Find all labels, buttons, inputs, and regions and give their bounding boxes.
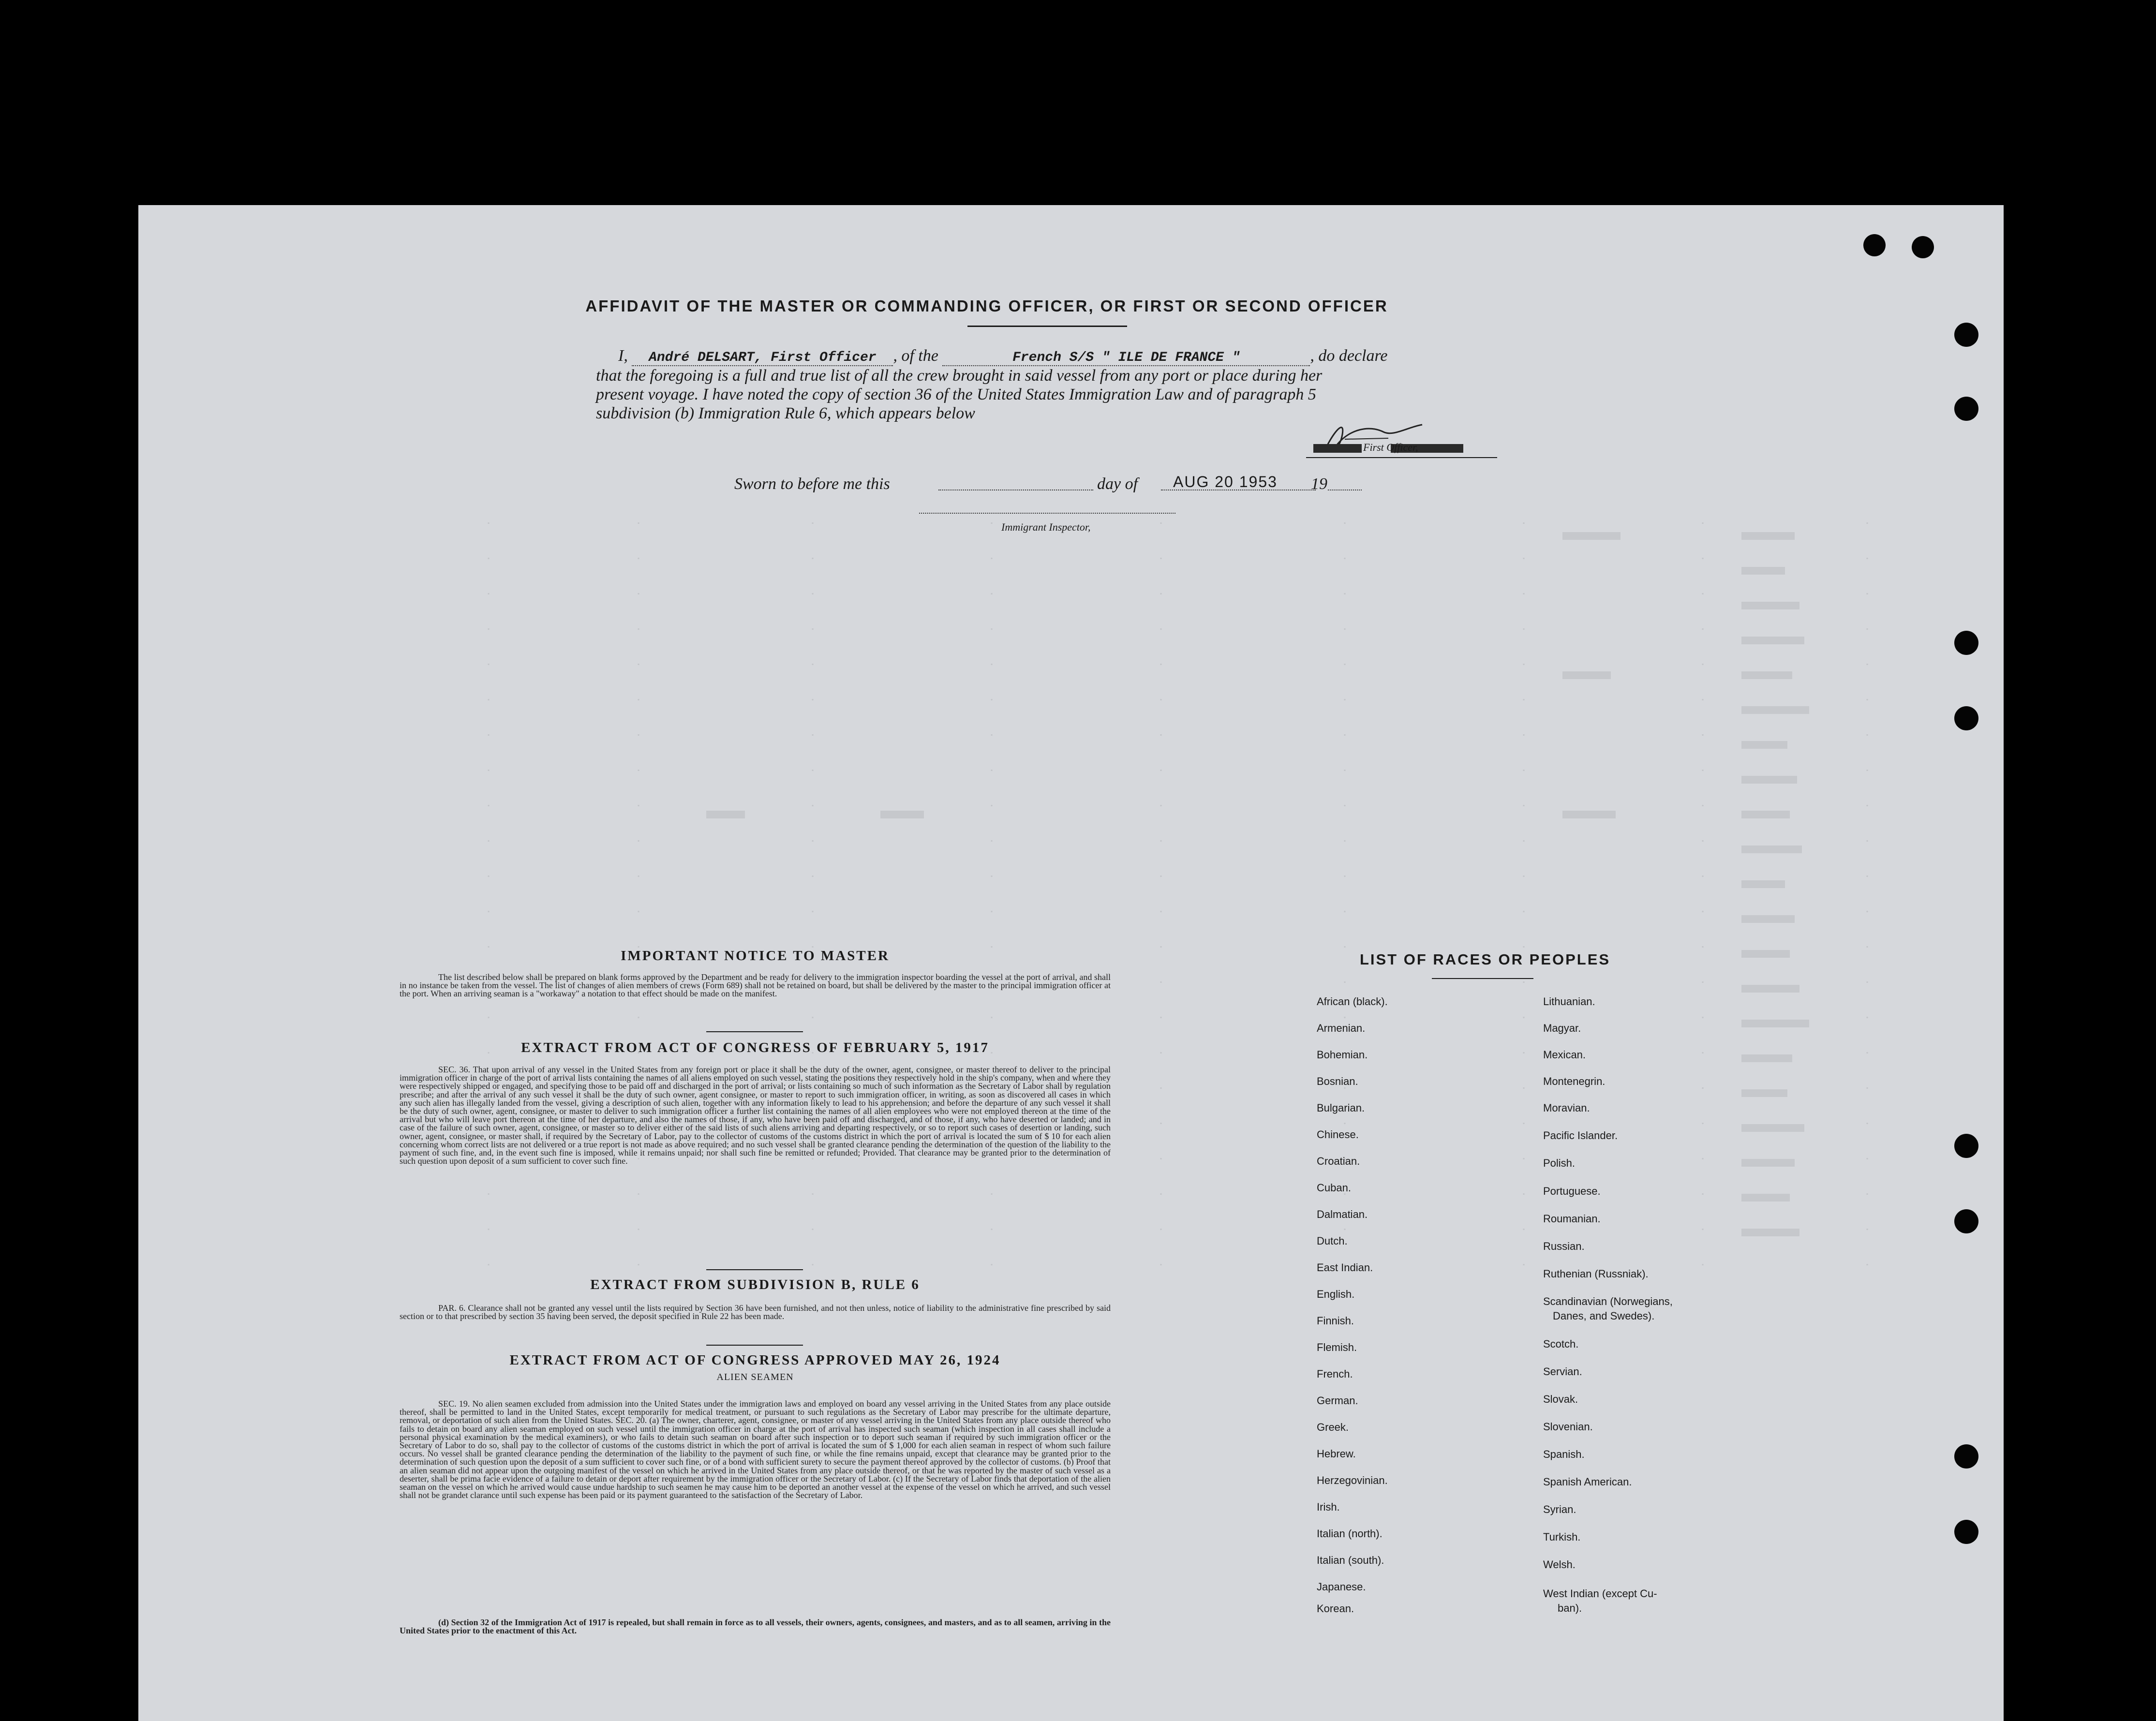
race-item: Chinese. <box>1317 1128 1359 1141</box>
race-item: Hebrew. <box>1317 1448 1356 1460</box>
race-item: Bosnian. <box>1317 1075 1358 1087</box>
race-item: Roumanian. <box>1543 1213 1601 1225</box>
race-item: Korean. <box>1317 1602 1354 1615</box>
races-rule <box>1432 978 1533 979</box>
rule-6-rule <box>706 1345 803 1346</box>
race-item: Slovenian. <box>1543 1421 1593 1433</box>
rule-6-heading: EXTRACT FROM SUBDIVISION B, RULE 6 <box>590 1277 920 1292</box>
race-item: Mexican. <box>1543 1049 1586 1061</box>
race-item: Pacific Islander. <box>1543 1129 1618 1142</box>
race-item: Slovak. <box>1543 1393 1578 1405</box>
race-item: Bulgarian. <box>1317 1102 1365 1114</box>
race-item: West Indian (except Cu- <box>1543 1587 1657 1600</box>
act-1924-final: (d) Section 32 of the Immigration Act of 1917 is repealed, but shall remain in force as to all vessels, their owners, agents, consignees, and masters, and as to all seamen, arriving in the United States prior to the enactment of this Act. <box>400 1617 1111 1636</box>
do-declare-text: , do declare <box>1310 347 1388 365</box>
punch-hole <box>1954 397 1978 421</box>
day-of-text: day of <box>1097 475 1138 493</box>
punch-hole <box>1954 631 1978 655</box>
signature-caption: First Officer, <box>1363 441 1418 453</box>
race-item: Danes, and Swedes). <box>1553 1310 1655 1322</box>
punch-hole <box>1954 1134 1978 1158</box>
race-item: Moravian. <box>1543 1102 1590 1114</box>
race-item: Portuguese. <box>1543 1185 1601 1197</box>
i-prefix: I, <box>618 347 628 365</box>
race-item: Herzegovinian. <box>1317 1474 1388 1486</box>
race-item: French. <box>1317 1368 1353 1380</box>
race-item: Scandinavian (Norwegians, <box>1543 1295 1673 1307</box>
punch-hole <box>1863 234 1886 256</box>
act-1917-rule <box>706 1269 803 1270</box>
punch-hole <box>1954 1444 1978 1469</box>
notice-rule <box>706 1031 803 1032</box>
act-1917-text: SEC. 36. That upon arrival of any vessel in the United States from any foreign port or place it shall be the duty of the owner, agent, consignee, or master thereof to deliver to the principal immigration officer in charge of the port of arrival lists containing the names of all aliens employed on such vessel, stating the positions they respectively hold in the ship's company, when and where they were respectively shipped or engaged, and specifying those to be paid off and discharged in the port of arrival; or lists containing so much of such information as the Secretary of Labor shall by regulation prescribe; and after the arrival of any such vessel it shall be the duty of such owner, agent consignee, or master to report to such immigration officer, in writing, as soon as discovered all cases in which any such alien has illegally landed from the vessel, giving a description of such alien, together with any information likely to lead to his apprehension; and before the departure of any such vessel it shall be the duty of such owner, agent, consignee, or master to deliver to such immigration officer a further list containing the names of all alien employees who were not employed thereon at the time of the arrival but who will leave port thereon at the time of her departure, and also the names of those, if any, who have been paid off and discharged, and of those, if any, who have deserted or landed; and in case of the failure of such owner, agent, consignee, or master so to deliver either of the said lists of such aliens arriving and departing respectively, or so to report such cases of desertion or landing, such owner, agent, consignee, or master shall, if required by the Secretary of Labor, pay to the collector of customs of the customs district in which the port of arrival is located the sum of $ 10 for each alien concerning whom correct lists are not delivered or a true report is not made as above required; and no such vessel shall be granted clearance pending the determination of the question of the liability to the payment of such fine, and, in the event such fine is imposed, while it remains unpaid; nor shall such fine be remitted or refunded; Provided. That clearance may be granted prior to the determination of such question upon deposit of a sum sufficient to cover such fine. <box>400 1065 1111 1166</box>
act-1924-heading: EXTRACT FROM ACT OF CONGRESS APPROVED MAY 26, 1924 <box>509 1352 1001 1368</box>
race-item: Syrian. <box>1543 1503 1576 1515</box>
race-item: Armenian. <box>1317 1022 1366 1034</box>
race-item: Japanese. <box>1317 1581 1366 1593</box>
race-item: Bohemian. <box>1317 1049 1368 1061</box>
act-1924-text: SEC. 19. No alien seamen excluded from admission into the United States under the immigration laws and employed on board any vessel arriving in the United States from any place outside thereof, shall be permitted to land in the United States, except temporarily for medical treatment, or pursuant to such regulations as the Secretary of Labor may prescribe for the ultimate departure, removal, or deportation of such alien from the United States. SEC. 20. (a) The owner, charterer, agent, consignee, or master of any vessel arriving in the United States from any place outside thereof who fails to detain on board any alien seaman employed on such vessel until the immigration officer in charge at the port of arrival has inspected such seaman (which inspection in all cases shall include a personal physical examination by the medical examiners), or who fails to detain such seaman on board after such inspection or to deport such seaman if required by such immigration officer or the Secretary of Labor to do so, shall pay to the collector of customs of the customs district in which the port of arrival is located the sum of $ 1,000 for each alien seaman in respect of whom such failure occurs. No vessel shall be granted clearance pending the determination of the liability to the payment of such fine, or while the fine remains unpaid, except that clearance may be granted prior to the determination of such question upon the deposit of a sum sufficient to cover such fine, or of a bond with sufficient surety to secure the payment thereof approved by the collector of customs. (b) Proof that an alien seaman did not appear upon the outgoing manifest of the vessel on which he arrived in the United States from any place outside thereof, or that he was reported by the master of such vessel as a deserter, shall be prima facie evidence of a failure to detain or deport after requirement by the immigration officer or the Secretary of Labor. (c) If the Secretary of Labor finds that deportation of the alien seaman on the vessel on which he arrived would cause undue hardship to such seamen he may cause him to be deported an another vessel at the expense of the vessel on which he arrived, and such vessel shall not be grandet clarance until such expense has been paid or its payment guaranteed to the satisfaction of the Secretary of Labor. <box>400 1399 1111 1500</box>
races-heading: LIST OF RACES OR PEOPLES <box>1359 951 1611 968</box>
punch-hole <box>1954 1209 1978 1233</box>
race-item: Magyar. <box>1543 1022 1581 1034</box>
race-item: Polish. <box>1543 1157 1576 1169</box>
punch-hole <box>1954 323 1978 347</box>
race-item: Irish. <box>1317 1501 1340 1513</box>
race-item: Greek. <box>1317 1421 1349 1433</box>
race-item: ban). <box>1558 1602 1582 1614</box>
declarant-name: André DELSART, First Officer <box>632 350 893 366</box>
year-prefix: 19 <box>1311 475 1327 493</box>
date-stamp: AUG 20 1953 <box>1173 473 1278 490</box>
race-item: Turkish. <box>1543 1531 1581 1543</box>
body-line-2: present voyage. I have noted the copy of section 36 of the United States Immigration Law and of paragraph 5 <box>596 386 1316 403</box>
race-item: German. <box>1317 1395 1358 1407</box>
race-item: Montenegrin. <box>1543 1075 1606 1087</box>
of-the-text: , of the <box>893 347 938 365</box>
act-1924-subheading: ALIEN SEAMEN <box>716 1372 794 1382</box>
race-item: Lithuanian. <box>1543 995 1595 1008</box>
race-item: Croatian. <box>1317 1155 1360 1167</box>
race-item: Welsh. <box>1543 1558 1576 1571</box>
race-item: Dalmatian. <box>1317 1208 1368 1220</box>
body-line-1: that the foregoing is a full and true list of all the crew brought in said vessel from any port or place during her <box>596 367 1323 385</box>
struck-out-text <box>1313 444 1362 453</box>
notice-text: The list described below shall be prepared on blank forms approved by the Department and be ready for delivery to the immigration inspector boarding the vessel at the port of arrival, and shall in no instance be taken from the vessel. The list of changes of alien members of crews (Form 689) shall not be retained on board, but shall be delivered by the master to the principal immigration officer at the port. When an arriving seaman is a "workaway" a notation to that effect should be made on the manifest. <box>400 972 1111 999</box>
punch-hole <box>1954 706 1978 730</box>
race-item: Italian (north). <box>1317 1528 1383 1540</box>
race-item: Servian. <box>1543 1365 1582 1378</box>
race-item: Dutch. <box>1317 1235 1348 1247</box>
race-item: Spanish American. <box>1543 1476 1632 1488</box>
inspector-caption: Immigrant Inspector, <box>1001 521 1091 533</box>
act-1917-heading: EXTRACT FROM ACT OF CONGRESS OF FEBRUARY 5, 1917 <box>521 1040 989 1055</box>
vessel-name: French S/S " ILE DE FRANCE " <box>942 350 1310 366</box>
notice-heading: IMPORTANT NOTICE TO MASTER <box>621 948 890 964</box>
race-item: Ruthenian (Russniak). <box>1543 1268 1649 1280</box>
punch-hole <box>1954 1520 1978 1544</box>
race-item: African (black). <box>1317 995 1388 1008</box>
body-line-3: subdivision (b) Immigration Rule 6, which appears below <box>596 404 975 422</box>
signature-line <box>1306 457 1497 458</box>
race-item: Finnish. <box>1317 1315 1354 1327</box>
affidavit-title: AFFIDAVIT OF THE MASTER OR COMMANDING OFFICER, OR FIRST OR SECOND OFFICER <box>585 297 1388 315</box>
race-item: Cuban. <box>1317 1182 1351 1194</box>
race-item: Scotch. <box>1543 1338 1579 1350</box>
race-item: Spanish. <box>1543 1448 1585 1460</box>
rule-6-text: PAR. 6. Clearance shall not be granted any vessel until the lists required by Section 36 have been furnished, and not then unless, notice of liability to the administrative fine prescribed by said section or to that prescribed by section 35 having been served, the deposit specified in Rule 22 has been made. <box>400 1303 1111 1321</box>
race-item: English. <box>1317 1288 1355 1300</box>
race-item: Italian (south). <box>1317 1554 1384 1566</box>
sworn-text: Sworn to before me this <box>734 475 890 493</box>
title-underline <box>967 326 1127 327</box>
race-item: East Indian. <box>1317 1261 1373 1274</box>
punch-hole <box>1912 236 1934 258</box>
race-item: Flemish. <box>1317 1341 1357 1353</box>
inspector-signature-line <box>919 513 1175 514</box>
race-item: Russian. <box>1543 1240 1585 1252</box>
declaration-line <box>618 347 1511 366</box>
